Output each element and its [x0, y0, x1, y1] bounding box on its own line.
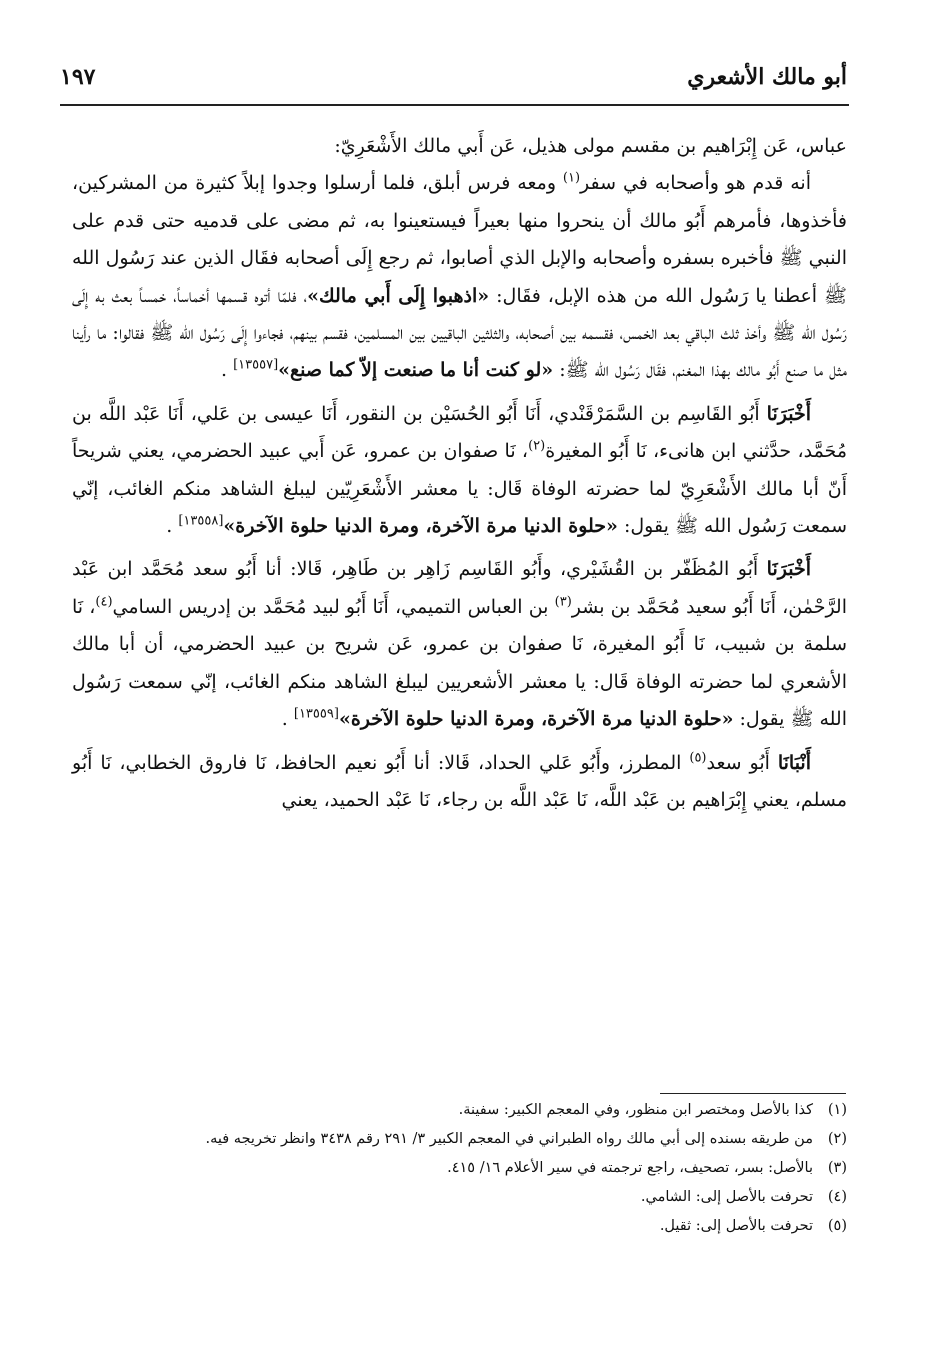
footnotes — [72, 1096, 847, 1241]
text-run: ، نَا صفوان بن عمرو، عَن أَبي عبيد الحضرمي، يعني شريحاً أَنّ أبا مالك الأَشْعَرِيّ لما حضرته الوفاة قَال: يا معشر الأَشْعَرِيّين ليبلغ الشاهد منكم الغائب، إنّي سمعت رَسُول الله ﷺ يقول: — [72, 440, 847, 538]
lead-word: أَخْبَرَنَا — [766, 402, 811, 425]
footnote-text: كذا بالأصل ومختصر ابن منظور، وفي المعجم الكبير: سفينة. — [458, 1102, 813, 1118]
footnote-1 — [72, 1096, 847, 1125]
quote-bold: «حلوة الدنيا مرة الآخرة، ومرة الدنيا حلوة الآخرة» — [338, 708, 734, 731]
paragraph-hadith-13557: أنه قدم هو وأصحابه في سفر$^{(١)}$ ومعه فرس أبلق، فلما أرسلوا وجدوا إبلاً كثيرة من المشركين، فأخذوها، فأمرهم أَبُو مالك أن ينحروا منها بعيراً فيستعينوا به، ثم مضى على قدميه حتى قدم على النبي ﷺ فأخبره بسفره وأصحابه والإبل الذي أصابوا، ثم رجع إِلَى أصحابه فقَال الذين عند رَسُول الله ﷺ أعطنا يا رَسُول الله من هذه الإبل، فقَال: «اذهبوا إِلَى أَبي مالك»، فلمّا أتوه قسمها أخماساً، خمساً بعث به إِلَى رَسُول الله ﷺ وأخذ ثلث الباقي بعد الخمس، فقسمه بين أصحابه، والثلثين الباقيين بين المسلمين، فقسم بينهم، فجاءوا إِلَى رَسُول الله ﷺ فقالوا: ما رأينا مثل ما صنع أَبُو مالك بهذا المغنم، فقَال رَسُول الله ﷺ: «لو كنت أنا ما صنعت إلاّ كما صنع»[١٣٥٥٧] . — [72, 171, 847, 382]
main-text — [72, 128, 847, 819]
hadith-number: [١٣٥٥٩] — [293, 706, 339, 722]
footnote-number: (٣) — [827, 1160, 847, 1176]
footnote-ref-2[interactable]: (٢) — [528, 438, 546, 454]
footnote-text: بالأصل: بسر، تصحيف، راجع ترجمته في سير الأعلام ١٦/ ٤١٥. — [447, 1160, 813, 1176]
footnote-number: (٥) — [827, 1218, 847, 1234]
continuation-line — [72, 128, 847, 165]
lead-word: أَخْبَرَنَا — [766, 558, 811, 581]
text-run: أَبُو القَاسِم بن السَّمَرْقَنْدي، أَنَا أَبُو الحُسَيْن بن النقور، أَنَا عيسى بن عَلي، أَنَا عَبْد اللَّه بن مُحَمَّد، حدَّثني ابن هانىء، نَا أَبُو المغيرة — [72, 402, 847, 463]
footnote-ref-5[interactable]: (٥) — [689, 750, 707, 766]
footnote-number: (١) — [827, 1102, 847, 1118]
footnote-ref-3[interactable]: (٣) — [554, 594, 572, 610]
quote-bold: «لو كنت أنا ما صنعت إلاّ كما صنع» — [278, 359, 554, 382]
footnote-text: تحرفت بالأصل إلى: ثقيل. — [659, 1218, 813, 1234]
footnote-number: (٢) — [827, 1131, 847, 1147]
footnote-3 — [72, 1154, 847, 1183]
footnote-text: تحرفت بالأصل إلى: الشامي. — [640, 1189, 813, 1205]
footnote-ref-4[interactable]: (٤) — [95, 594, 113, 610]
text-run: ، فلمّا أتوه قسمها أخماساً، خمساً بعث به إِلَى رَسُول الله ﷺ وأخذ ثلث الباقي بعد الخمس، فقسمه بين أصحابه، والثلثين الباقيين بين المسلمين، فقسم بينهم، فجاءوا إِلَى رَسُول الله ﷺ فقالوا: ما رأينا مثل ما صنع أَبُو مالك بهذا المغنم، فقَال رَسُول الله ﷺ: — [72, 284, 847, 382]
paragraph-hadith-13559: أَخْبَرَنَا أَبُو المُظَفّر بن القُشَيْري، وأَبُو القَاسِم زَاهِر بن طَاهِر، قَالا: أنا أَبُو سعد مُحَمَّد ابن عَبْد الرَّحْمٰن، أَنَا أَبُو سعيد مُحَمَّد بن بشر$^{(٣)}$ بن العباس التميمي، أَنَا أَبُو لبيد مُحَمَّد بن إدريس السامي$^{(٤)}$، نَا سلمة بن شبيب، نَا أَبُو المغيرة، نَا صفوان بن عمرو، عَن شريح بن عبيد الحضرمي، أن أبا مالك الأشعري لما حضرته الوفاة قَال: يا معشر الأشعريين ليبلغ الشاهد منكم الغائب، إنّي سمعت رَسُول الله ﷺ يقول: «حلوة الدنيا مرة الآخرة، ومرة الدنيا حلوة الآخرة»[١٣٥٥٩] . — [72, 558, 848, 731]
footnote-text: من طريقه بسنده إلى أبي مالك رواه الطبراني في المعجم الكبير ٣/ ٢٩١ رقم ٣٤٣٨ وانظر تخريجه فيه. — [205, 1131, 813, 1147]
text-run: بن العباس التميمي، أَنَا أَبُو لبيد مُحَمَّد بن إدريس السامي — [112, 595, 555, 618]
text-run: أَبُو المُظَفّر بن القُشَيْري، وأَبُو القَاسِم زَاهِر بن طَاهِر، قَالا: أنا أَبُو سعد مُحَمَّد ابن عَبْد الرَّحْمٰن، أَنَا أَبُو سعيد مُحَمَّد بن بشر — [72, 558, 848, 618]
footnote-4 — [72, 1183, 847, 1212]
hadith-number: [١٣٥٥٨] — [178, 513, 224, 529]
header-rule — [60, 104, 849, 106]
footnote-2 — [72, 1125, 847, 1154]
footnote-number: (٤) — [827, 1189, 847, 1205]
footnote-5 — [72, 1212, 847, 1241]
quote-bold: «حلوة الدنيا مرة الآخرة، ومرة الدنيا حلوة الآخرة» — [223, 515, 618, 538]
running-title: أبو مالك الأشعري — [687, 64, 847, 90]
footnote-rule — [660, 1093, 846, 1094]
chain-text: عباس، عَن إِبْرَاهيم بن مقسم مولى هذيل، عَن أَبي مالك الأَشْعَرِيّ: — [334, 135, 847, 157]
page-header — [60, 60, 847, 100]
paragraph-hadith-13558: أَخْبَرَنَا أَبُو القَاسِم بن السَّمَرْقَنْدي، أَنَا أَبُو الحُسَيْن بن النقور، أَنَا عيسى بن عَلي، أَنَا عَبْد اللَّه بن مُحَمَّد، حدَّثني ابن هانىء، نَا أَبُو المغيرة$^{(٢)}$، نَا صفوان بن عمرو، عَن أَبي عبيد الحضرمي، يعني شريحاً أَنّ أبا مالك الأَشْعَرِيّ لما حضرته الوفاة قَال: يا معشر الأَشْعَرِيّين ليبلغ الشاهد منكم الغائب، إنّي سمعت رَسُول الله ﷺ يقول: «حلوة الدنيا مرة الآخرة، ومرة الدنيا حلوة الآخرة»[١٣٥٥٨] . — [72, 402, 847, 538]
hadith-number: [١٣٥٥٧] — [233, 358, 279, 374]
text-run: المطرز، وأَبُو عَلي الحداد، قَالا: أنا أَبُو نعيم الحافظ، نَا فاروق الخطابي، نَا أَبُو مسلم، يعني إِبْرَاهيم بن عَبْد اللَّه، نَا عَبْد اللَّه بن رجاء، نَا عَبْد الحميد، يعني — [72, 751, 847, 811]
text-run: أنه قدم هو وأصحابه في سفر — [580, 172, 811, 195]
paragraph-anbana — [72, 745, 847, 820]
page-number: ١٩٧ — [60, 64, 96, 90]
quote-bold: «اذهبوا إِلَى أَبي مالك» — [307, 284, 490, 307]
text-run: ومعه فرس أبلق، فلما أرسلوا وجدوا إبلاً كثيرة من المشركين، فأخذوها، فأمرهم أَبُو مالك أن ينحروا منها بعيراً فيستعينوا به، ثم مضى على قدميه حتى قدم على النبي ﷺ فأخبره بسفره وأصحابه والإبل الذي أصابوا، ثم رجع إِلَى أصحابه فقَال الذين عند رَسُول الله ﷺ أعطنا يا رَسُول الله من هذه الإبل، فقَال: — [72, 172, 847, 307]
lead-word: أَنْبَانَا — [777, 751, 811, 774]
footnote-ref-1[interactable]: (١) — [562, 171, 581, 187]
text-run: ، نَا سلمة بن شبيب، نَا أَبُو المغيرة، نَا صفوان بن عمرو، عَن شريح بن عبيد الحضرمي، أن أبا مالك الأشعري لما حضرته الوفاة قَال: يا معشر الأشعريين ليبلغ الشاهد منكم الغائب، إنّي سمعت رَسُول الله ﷺ يقول: — [72, 595, 847, 731]
text-run: أَبُو سعد — [706, 751, 778, 774]
